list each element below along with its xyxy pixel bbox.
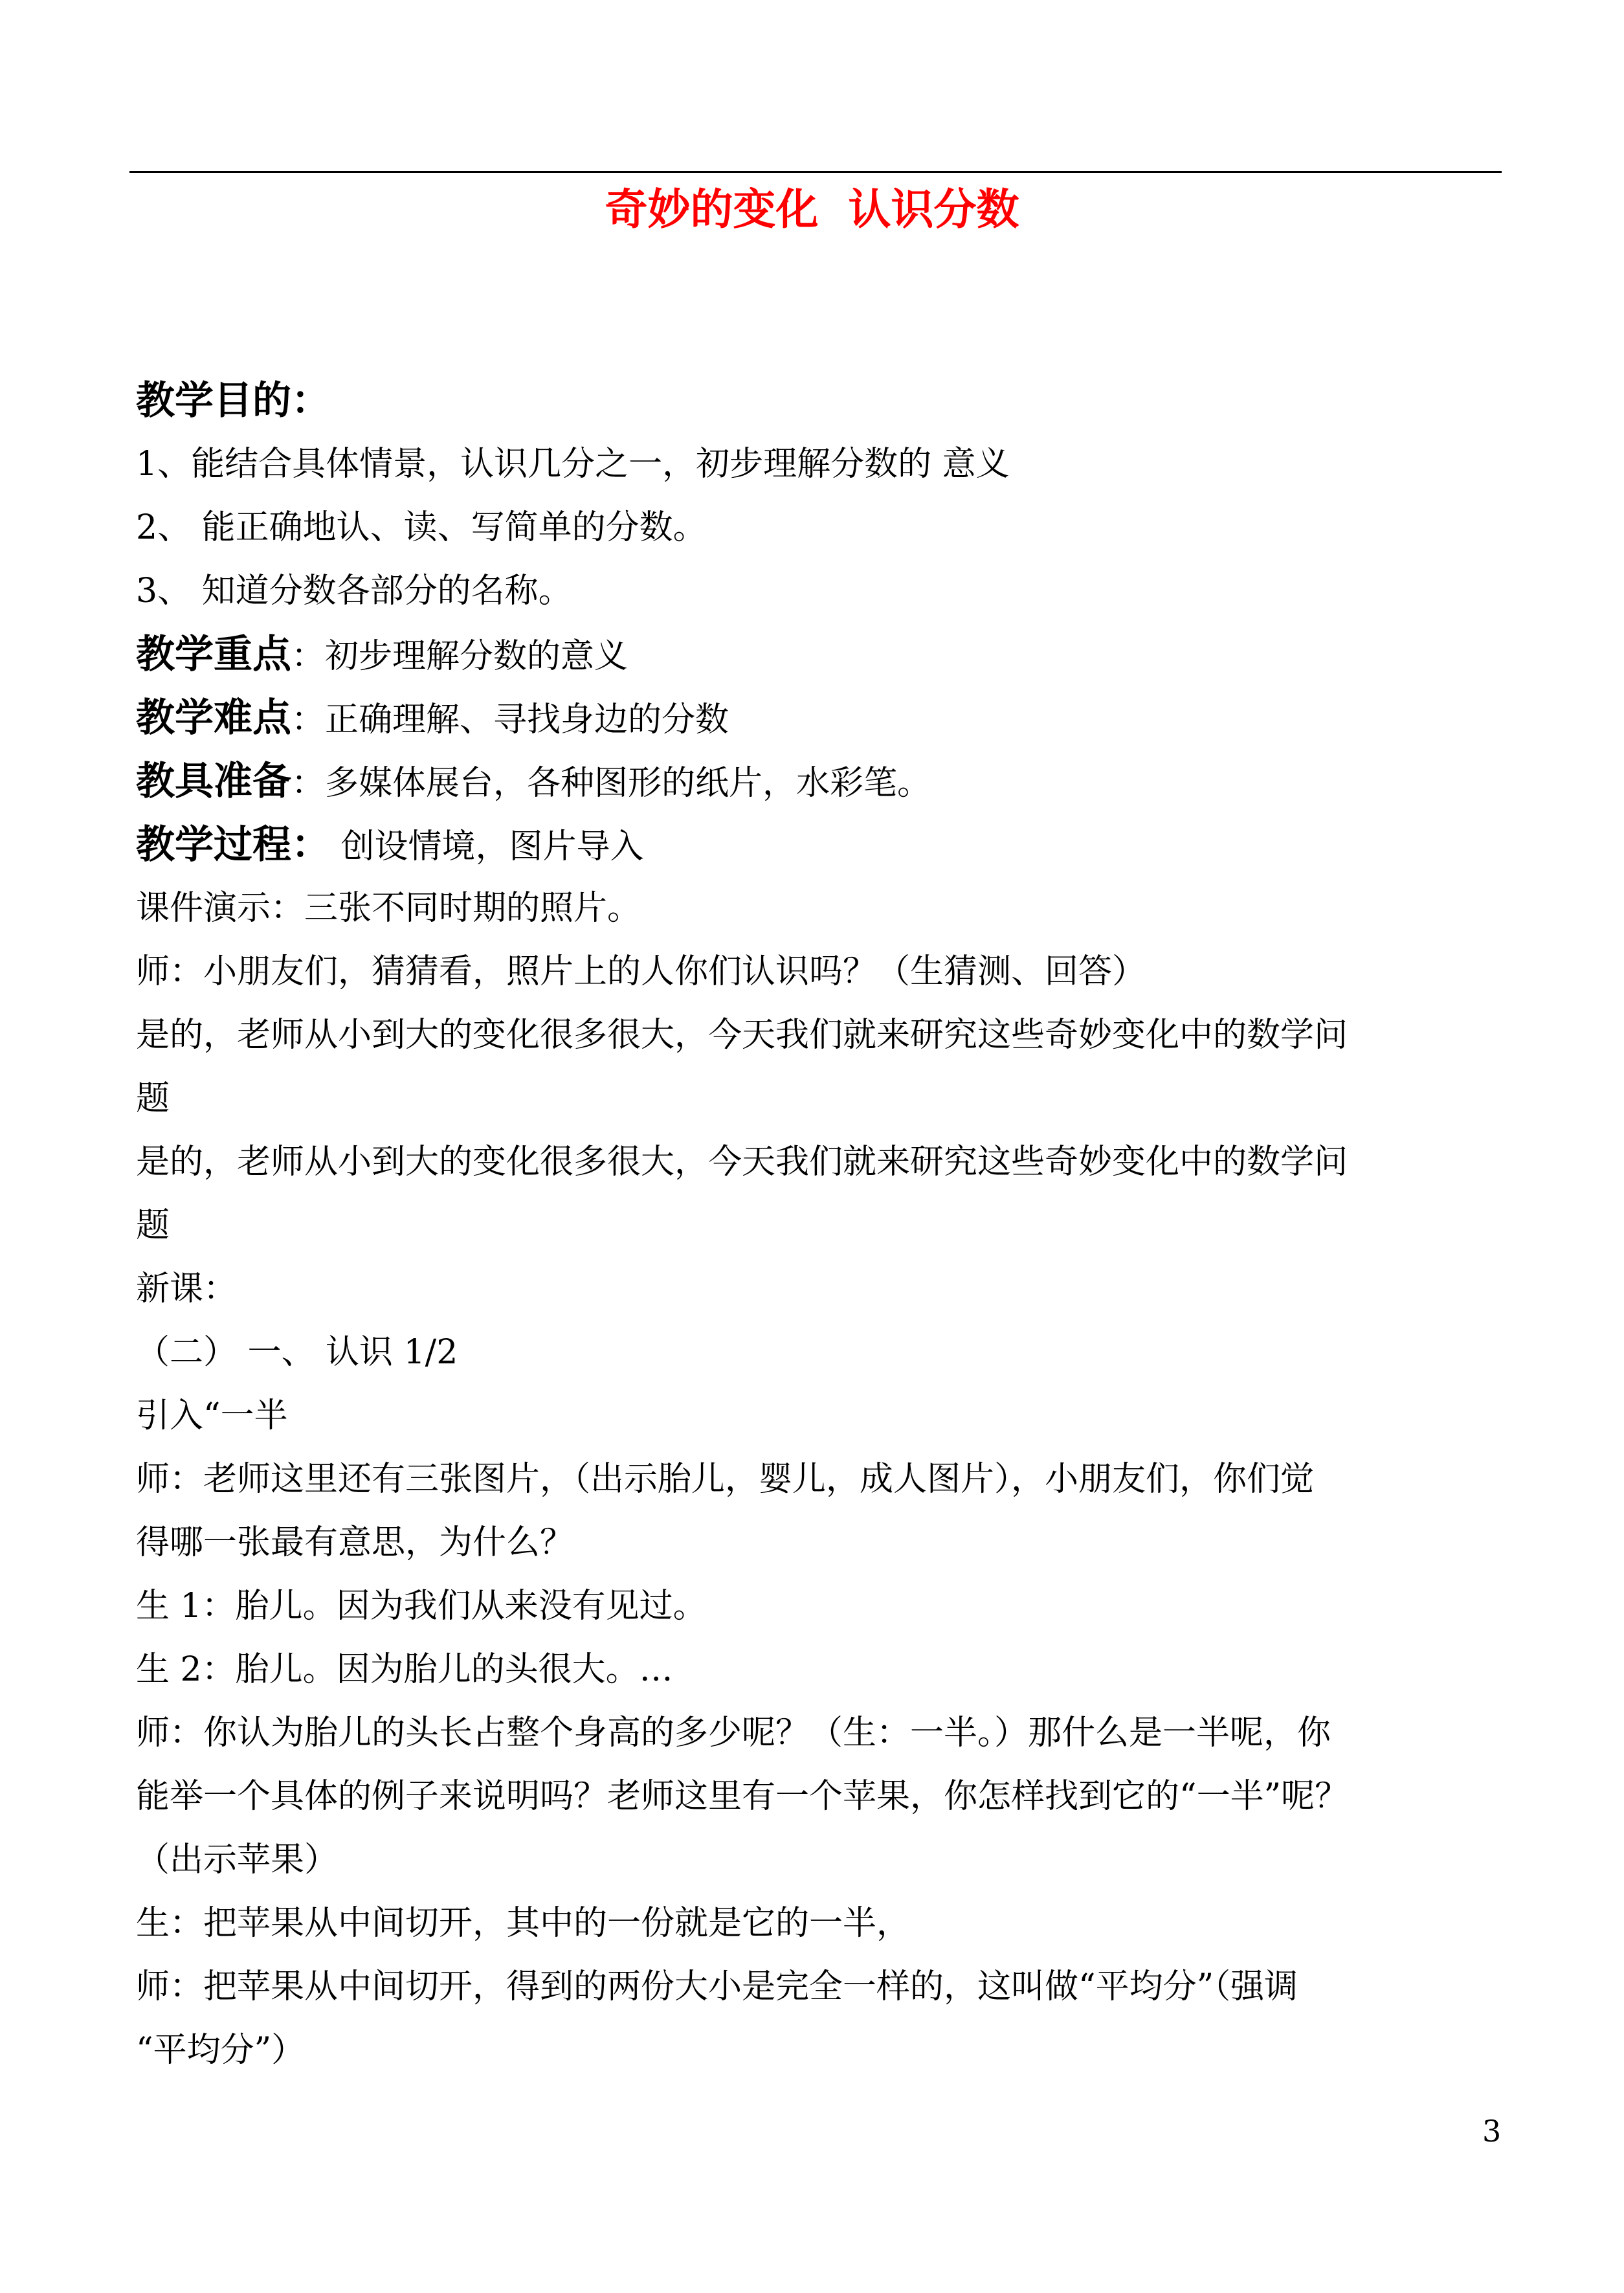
key-point-text: 初步理解分数的意义 xyxy=(325,637,628,676)
key-point-row xyxy=(136,623,1502,686)
paragraph-line: 能举一个具体的例子来说明吗？老师这里有一个苹果，你怎样找到它的“一半”呢？ xyxy=(136,1777,1349,1816)
paragraph-line: “平均分”） xyxy=(136,2031,306,2070)
paragraph-line: 是的，老师从小到大的变化很多很大，今天我们就来研究这些奇妙变化中的数学问 xyxy=(136,1016,1348,1055)
header-rule xyxy=(129,171,1502,173)
materials-row xyxy=(136,750,1502,813)
paragraph-line: 师：你认为胎儿的头长占整个身高的多少呢？（生：一半。）那什么是一半呢，你 xyxy=(136,1714,1331,1752)
objective-item: 2、 能正确地认、读、写简单的分数。 xyxy=(136,508,707,547)
objective-item: 3、 知道分数各部分的名称。 xyxy=(136,572,572,610)
process-row xyxy=(136,813,1502,877)
difficulty-row xyxy=(136,686,1502,750)
paragraph-line: 师：小朋友们，猜猜看，照片上的人你们认识吗？（生猜测、回答） xyxy=(136,952,1146,991)
difficulty-label: 教学难点 xyxy=(136,695,291,741)
paragraph-line: 题 xyxy=(136,1206,170,1245)
difficulty-text: 正确理解、寻找身边的分数 xyxy=(325,700,729,739)
paragraph-line: 师：把苹果从中间切开，得到的两份大小是完全一样的，这叫做“平均分”（强调 xyxy=(136,1967,1298,2006)
paragraph-line: 得哪一张最有意思，为什么？ xyxy=(136,1523,574,1562)
paragraph-line: 引入“一半 xyxy=(136,1396,288,1435)
objective-item: 1、能结合具体情景，认识几分之一，初步理解分数的 意义 xyxy=(136,445,1010,484)
paragraph-line: 生 1：胎儿。因为我们从来没有见过。 xyxy=(136,1587,707,1626)
key-point-colon: ： xyxy=(291,637,326,676)
paragraph-line: 课件演示：三张不同时期的照片。 xyxy=(136,889,641,928)
document-body xyxy=(136,369,1502,2082)
paragraph-line: 是的，老师从小到大的变化很多很大，今天我们就来研究这些奇妙变化中的数学问 xyxy=(136,1143,1348,1181)
process-text: 创设情境，图片导入 xyxy=(330,827,644,866)
paragraph-line: 新课： xyxy=(136,1270,238,1308)
process-label: 教学过程 xyxy=(136,822,291,867)
paragraph-line: 题 xyxy=(136,1079,170,1118)
paragraph-line: （出示苹果） xyxy=(136,1840,339,1879)
materials-colon: ： xyxy=(291,764,326,803)
paragraph-line: 师：老师这里还有三张图片，（出示胎儿，婴儿，成人图片），小朋友们，你们觉 xyxy=(136,1460,1315,1499)
process-colon: ： xyxy=(291,822,330,867)
paragraph-line: 生：把苹果从中间切开，其中的一份就是它的一半， xyxy=(136,1904,911,1943)
paragraph-line: 生 2：胎儿。因为胎儿的头很大。… xyxy=(136,1650,673,1689)
materials-text: 多媒体展台，各种图形的纸片，水彩笔。 xyxy=(325,764,931,803)
page-number: 3 xyxy=(1482,2114,1502,2149)
materials-label: 教具准备 xyxy=(136,759,291,804)
page-title: 奇妙的变化 认识分数 xyxy=(605,185,1019,234)
difficulty-colon: ： xyxy=(291,700,326,739)
paragraph-line: （二） 一、 认识 1/2 xyxy=(136,1333,458,1372)
objectives-heading: 教学目的： xyxy=(136,378,330,423)
key-point-label: 教学重点 xyxy=(136,632,291,677)
